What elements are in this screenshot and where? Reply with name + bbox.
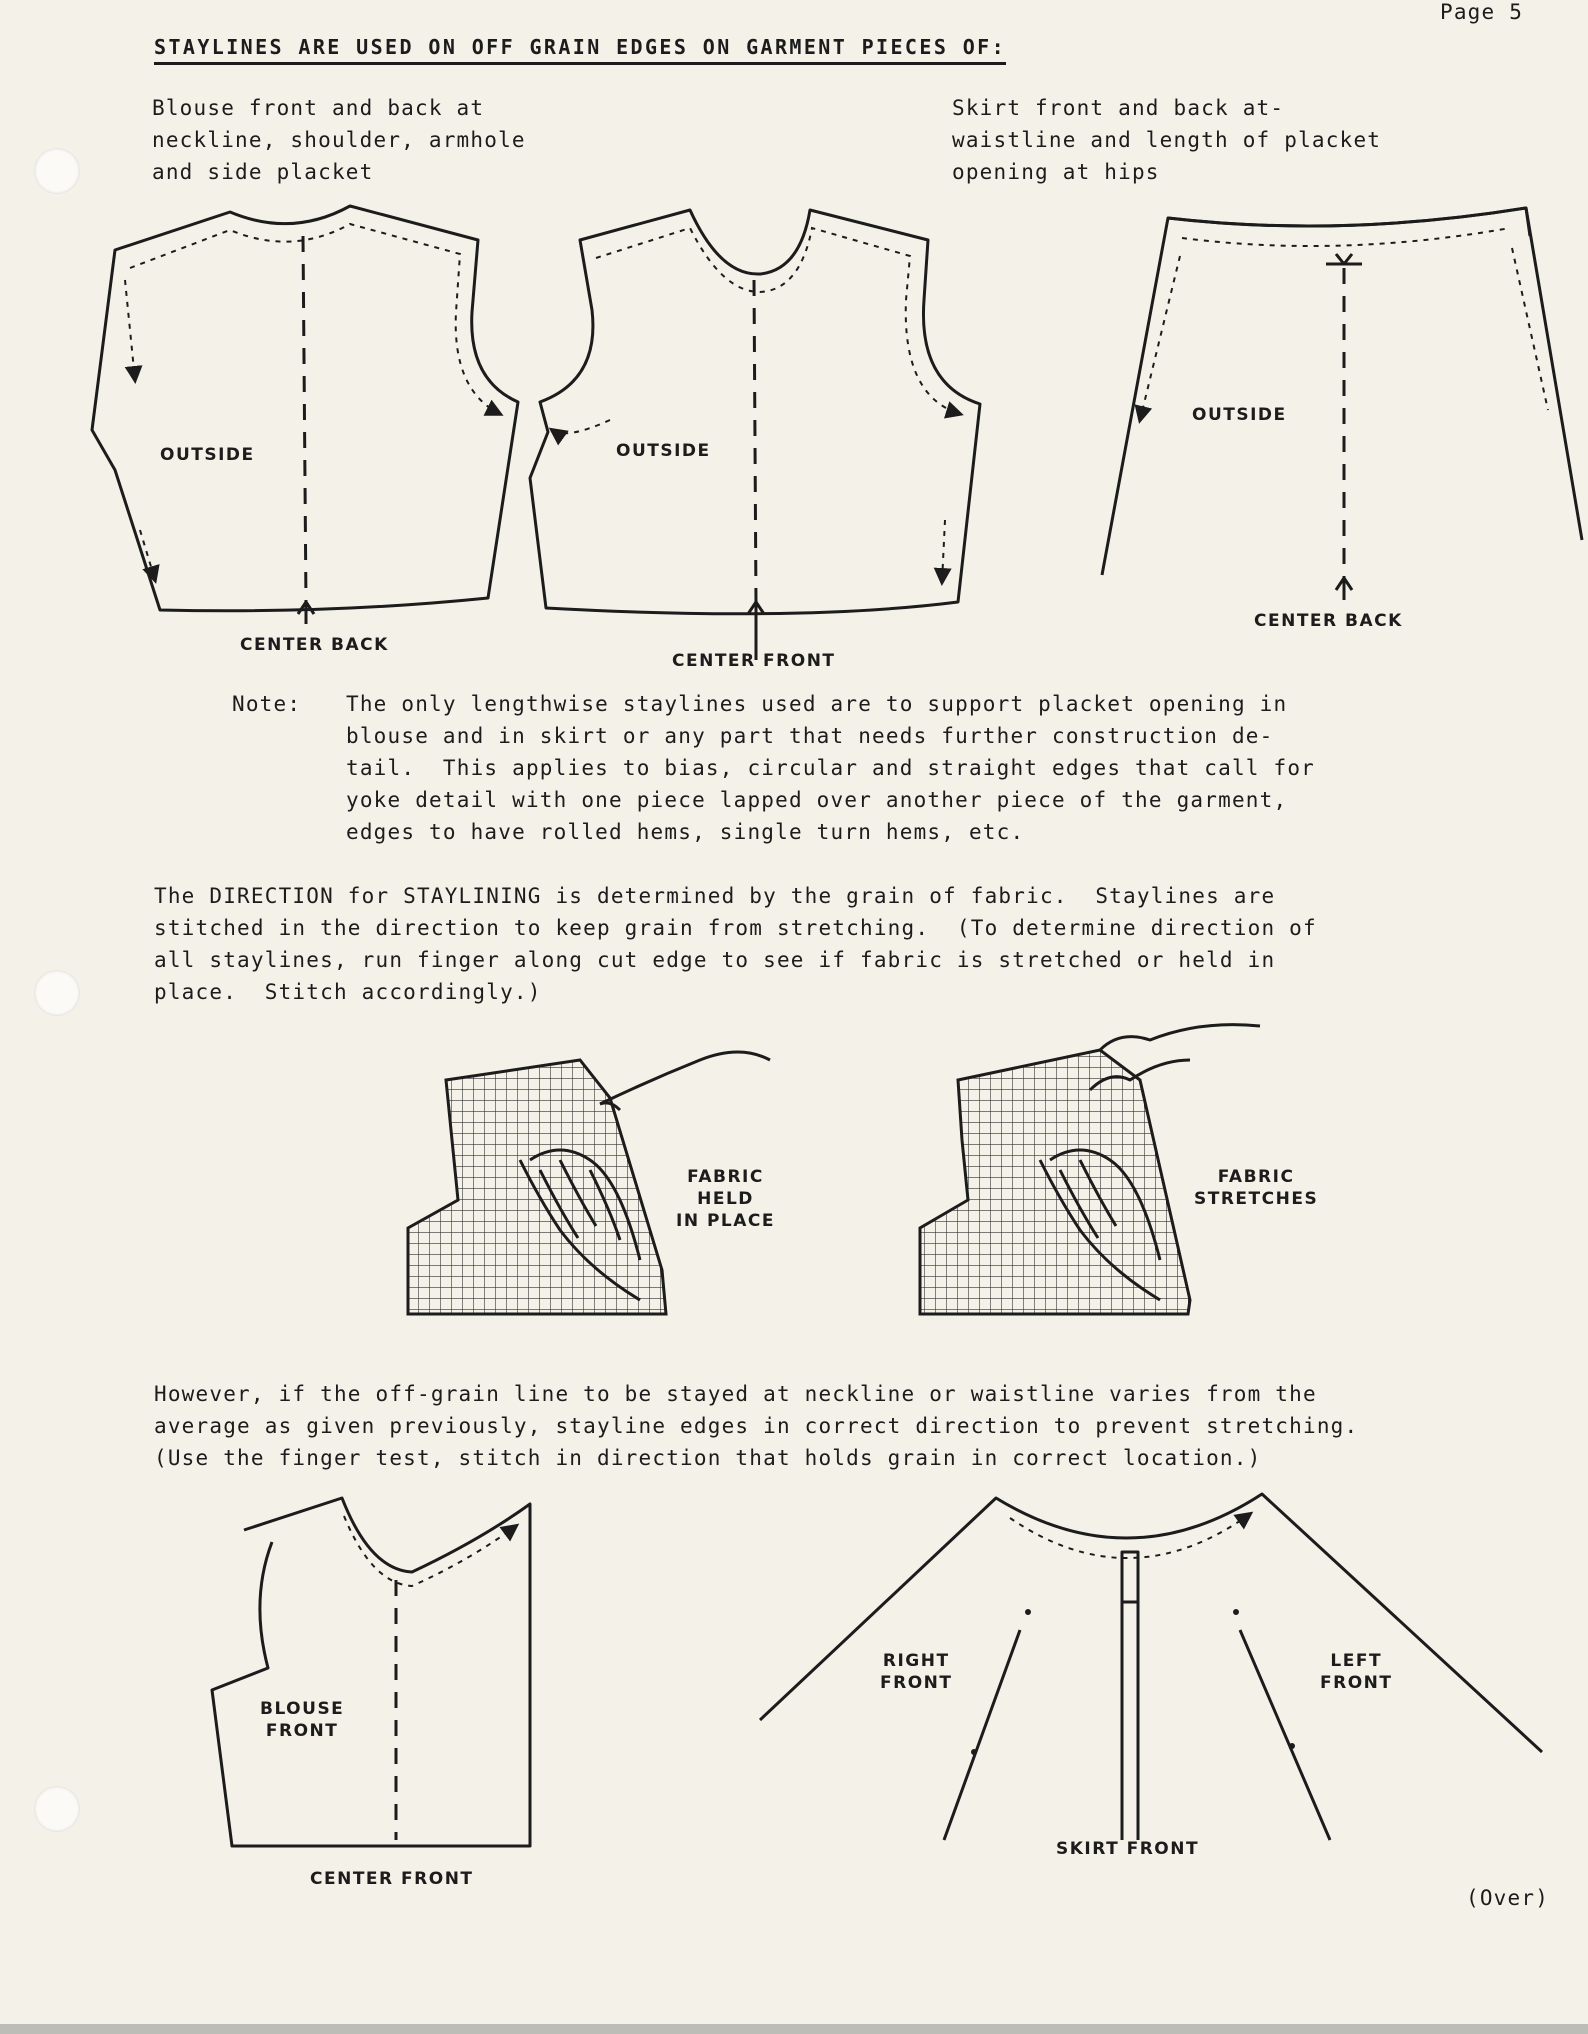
- blouse-front-offgrain-pattern: [212, 1498, 530, 1846]
- direction-line-4: place. Stitch accordingly.): [154, 980, 542, 1004]
- label-center-front-blouse: CENTER FRONT: [672, 651, 836, 671]
- page-number: Page 5: [1440, 0, 1524, 24]
- label-skirt-front: SKIRT FRONT: [1056, 1839, 1200, 1859]
- note-label: Note:: [232, 692, 302, 716]
- however-line-3: (Use the finger test, stitch in direction that holds grain in correct location.): [154, 1446, 1262, 1470]
- label-blouse-front: BLOUSE FRONT: [260, 1699, 345, 1741]
- label-fabric-stretches: FABRIC STRETCHES: [1194, 1167, 1319, 1209]
- footer-over: (Over): [1466, 1886, 1550, 1910]
- blouse-caption-2: neckline, shoulder, armhole: [152, 128, 526, 152]
- direction-line-1: The DIRECTION for STAYLINING is determined by the grain of fabric. Staylines are: [154, 884, 1276, 908]
- label-outside-back: OUTSIDE: [160, 445, 255, 465]
- label-center-back-skirt: CENTER BACK: [1254, 611, 1403, 631]
- however-line-1: However, if the off-grain line to be stayed at neckline or waistline varies from the: [154, 1382, 1317, 1406]
- note-line-5: edges to have rolled hems, single turn hems, etc.: [346, 820, 1025, 844]
- skirt-caption-2: waistline and length of placket: [952, 128, 1382, 152]
- direction-line-2: stitched in the direction to keep grain from stretching. (To determine direction of: [154, 916, 1317, 940]
- blouse-caption-1: Blouse front and back at: [152, 96, 485, 120]
- skirt-front-offgrain-pattern: [760, 1494, 1542, 1840]
- label-center-back-blouse: CENTER BACK: [240, 635, 389, 655]
- blouse-caption-3: and side placket: [152, 160, 374, 184]
- note-line-1: The only lengthwise staylines used are to support placket opening in: [346, 692, 1288, 716]
- direction-line-3: all staylines, run finger along cut edge to see if fabric is stretched or held in: [154, 948, 1276, 972]
- label-fabric-held: FABRIC HELD IN PLACE: [676, 1167, 776, 1231]
- label-outside-front: OUTSIDE: [616, 441, 711, 461]
- note-line-2: blouse and in skirt or any part that needs further construction de-: [346, 724, 1274, 748]
- note-line-4: yoke detail with one piece lapped over another piece of the garment,: [346, 788, 1288, 812]
- skirt-caption-3: opening at hips: [952, 160, 1160, 184]
- label-center-front: CENTER FRONT: [310, 1869, 474, 1889]
- note-line-3: tail. This applies to bias, circular and straight edges that call for: [346, 756, 1316, 780]
- label-outside-skirt: OUTSIDE: [1192, 405, 1287, 425]
- skirt-caption-1: Skirt front and back at-: [952, 96, 1285, 120]
- however-line-2: average as given previously, stayline edges in correct direction to prevent stretching.: [154, 1414, 1359, 1438]
- label-left-front: LEFT FRONT: [1320, 1651, 1393, 1693]
- label-right-front: RIGHT FRONT: [880, 1651, 953, 1693]
- page-heading: STAYLINES ARE USED ON OFF GRAIN EDGES ON GARMENT PIECES OF:: [154, 32, 1006, 65]
